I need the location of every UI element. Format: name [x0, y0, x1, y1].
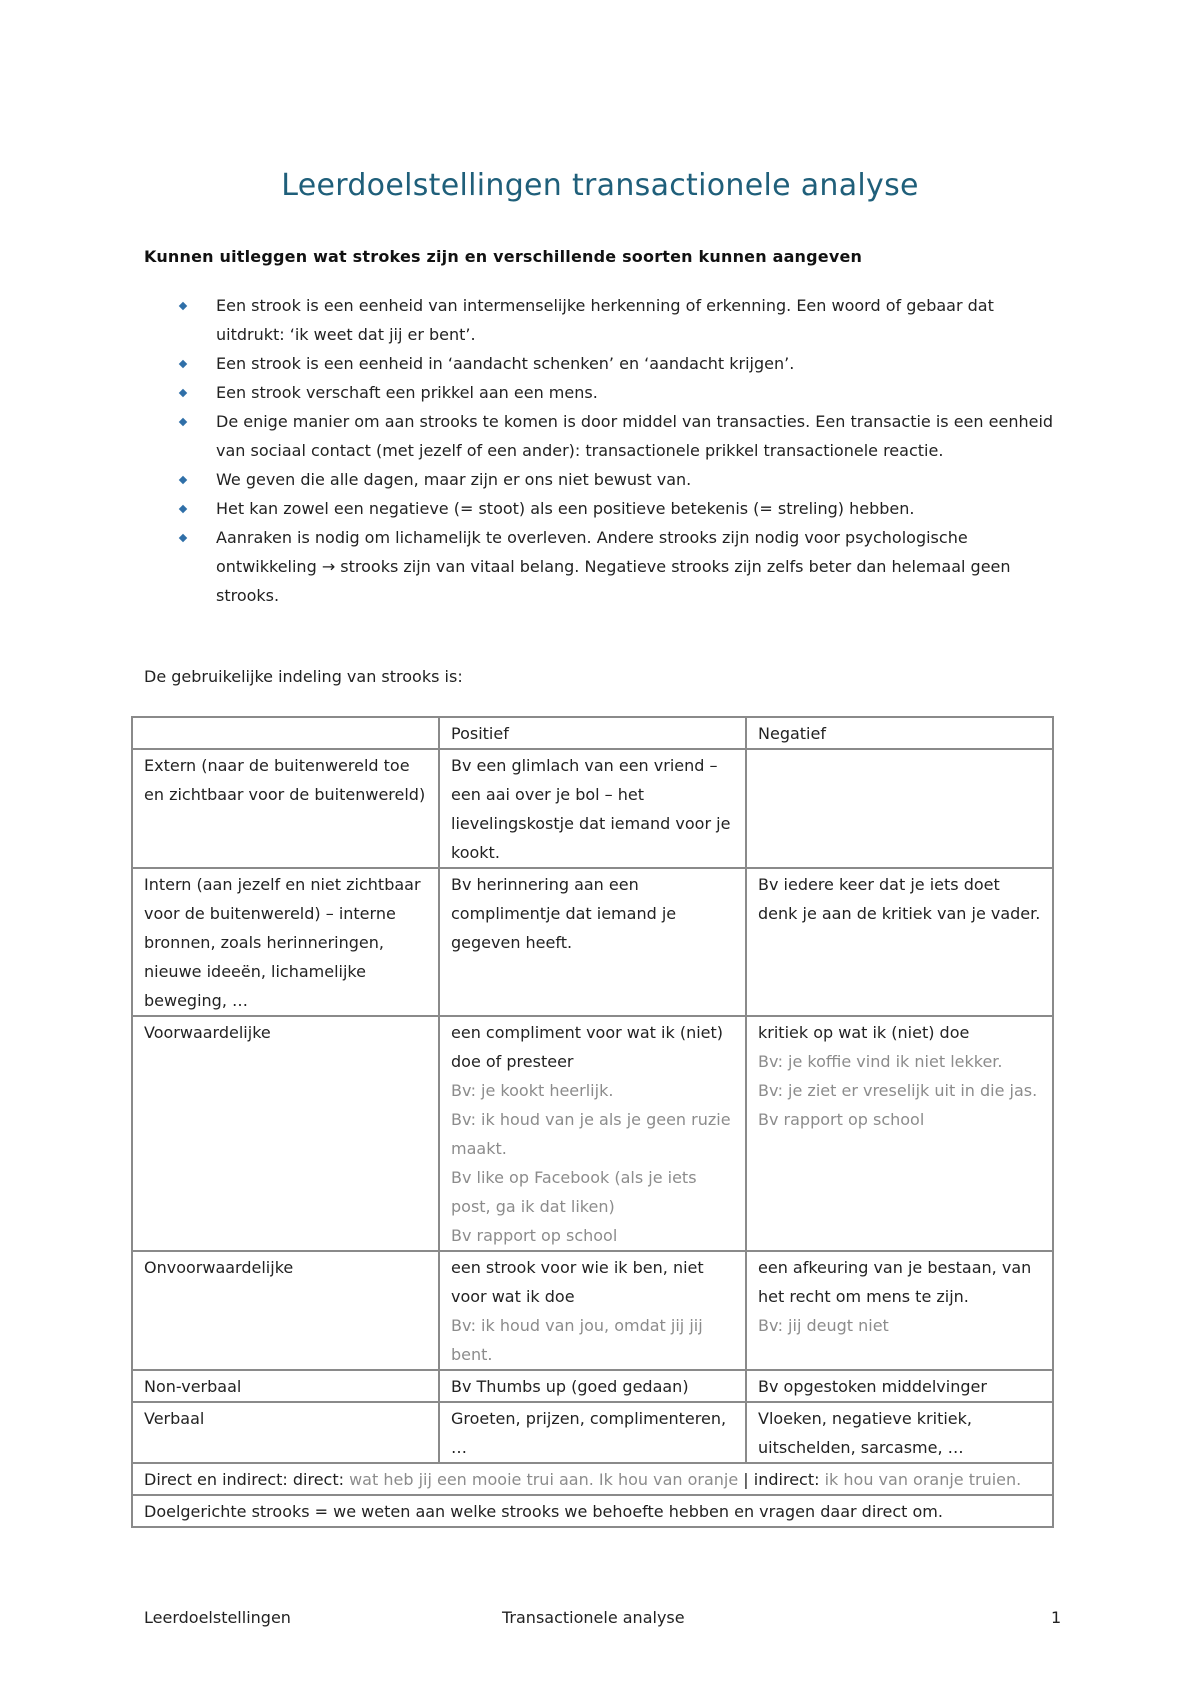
table-row [132, 1495, 1053, 1527]
list-item [144, 378, 1064, 407]
negative-cell [746, 1016, 1053, 1251]
negative-cell [746, 749, 1053, 868]
list-item [144, 465, 1064, 494]
direct-lead: Direct en indirect: direct: [144, 1470, 350, 1489]
list-item-text: Het kan zowel een negatieve (= stoot) als een positieve betekenis (= streling) hebben. [216, 499, 915, 518]
negative-cell: Bv opgestoken middelvinger [746, 1370, 1053, 1402]
negative-cell: Vloeken, negatieve kritiek, uitschelden, sarcasme, … [746, 1402, 1053, 1463]
direct-example: wat heb jij een mooie trui aan. Ik hou van oranje [349, 1470, 739, 1489]
page-title: Leerdoelstellingen transactionele analyse [281, 168, 919, 203]
positive-cell: Bv Thumbs up (goed gedaan) [439, 1370, 746, 1402]
bullet-list [144, 291, 1064, 610]
positive-cell: Groeten, prijzen, complimenteren, … [439, 1402, 746, 1463]
cell-main-text: een compliment voor wat ik (niet) doe of presteer [451, 1023, 724, 1071]
list-item [144, 407, 1064, 465]
list-item [144, 494, 1064, 523]
footer-left: Leerdoelstellingen [144, 1608, 291, 1627]
negative-cell [746, 1251, 1053, 1370]
bullet-icon [179, 476, 187, 484]
header-cell-positief: Positief [439, 717, 746, 749]
list-item-text: Een strook is een eenheid in ‘aandacht schenken’ en ‘aandacht krijgen’. [216, 354, 795, 373]
table-row [132, 868, 1053, 1016]
bullet-icon [179, 418, 187, 426]
positive-cell: Bv herinnering aan een complimentje dat iemand je gegeven heeft. [439, 868, 746, 1016]
cell-example: Bv rapport op school [451, 1226, 618, 1245]
bullet-icon [179, 360, 187, 368]
list-item [144, 349, 1064, 378]
cell-example: Bv: je kookt heerlijk. [451, 1081, 614, 1100]
list-item [144, 523, 1064, 610]
cell-main-text: kritiek op wat ik (niet) doe [758, 1023, 970, 1042]
list-item [144, 291, 1064, 349]
section-heading: Kunnen uitleggen wat strokes zijn en verschillende soorten kunnen aangeven [144, 247, 863, 266]
indirect-example: ik hou van oranje truien. [824, 1470, 1022, 1489]
table-row [132, 1402, 1053, 1463]
table-row [132, 1370, 1053, 1402]
row-label: Voorwaardelijke [132, 1016, 439, 1251]
list-item-text: Een strook verschaft een prikkel aan een mens. [216, 383, 598, 402]
list-item-text: De enige manier om aan strooks te komen is door middel van transacties. Een transactie is een eenheid van sociaal contact (met jezelf of een ander): transactionele prikkel transactionele reactie. [216, 412, 1054, 460]
direct-indirect-cell [132, 1463, 1053, 1495]
row-label: Verbaal [132, 1402, 439, 1463]
list-item-text: Een strook is een eenheid van intermenselijke herkenning of erkenning. Een woord of gebaar dat uitdrukt: ‘ik weet dat jij er bent’. [216, 296, 994, 344]
cell-main-text: een strook voor wie ik ben, niet voor wat ik doe [451, 1258, 704, 1306]
page-number: 1 [1051, 1608, 1062, 1627]
table-row [132, 1251, 1053, 1370]
positive-cell [439, 1251, 746, 1370]
header-cell-negatief: Negatief [746, 717, 1053, 749]
cell-example: Bv rapport op school [758, 1110, 925, 1129]
list-item-text: We geven die alle dagen, maar zijn er ons niet bewust van. [216, 470, 692, 489]
table-row [132, 1016, 1053, 1251]
bullet-icon [179, 534, 187, 542]
cell-example: Bv: ik houd van je als je geen ruzie maakt. [451, 1110, 731, 1158]
row-label: Non-verbaal [132, 1370, 439, 1402]
row-label: Extern (naar de buitenwereld toe en zichtbaar voor de buitenwereld) [132, 749, 439, 868]
indirect-lead: | indirect: [738, 1470, 825, 1489]
table-row [132, 1463, 1053, 1495]
header-cell-empty [132, 717, 439, 749]
list-item-text: Aanraken is nodig om lichamelijk te overleven. Andere strooks zijn nodig voor psychologische ontwikkeling → strooks zijn van vitaal belang. Negatieve strooks zijn zelfs beter dan helemaal geen strooks. [216, 528, 1011, 605]
cell-example: Bv: je ziet er vreselijk uit in die jas. [758, 1081, 1038, 1100]
doelgericht-cell: Doelgerichte strooks = we weten aan welke strooks we behoefte hebben en vragen daar direct om. [132, 1495, 1053, 1527]
positive-cell: Bv een glimlach van een vriend – een aai over je bol – het lievelingskostje dat iemand voor je kookt. [439, 749, 746, 868]
table-row [132, 749, 1053, 868]
negative-cell: Bv iedere keer dat je iets doet denk je aan de kritiek van je vader. [746, 868, 1053, 1016]
bullet-icon [179, 505, 187, 513]
strooks-table [131, 716, 1054, 1528]
cell-example: Bv: ik houd van jou, omdat jij jij bent. [451, 1316, 703, 1364]
table-intro: De gebruikelijke indeling van strooks is: [144, 667, 463, 686]
cell-main-text: een afkeuring van je bestaan, van het recht om mens te zijn. [758, 1258, 1032, 1306]
row-label: Intern (aan jezelf en niet zichtbaar voor de buitenwereld) – interne bronnen, zoals herinneringen, nieuwe ideeën, lichamelijke beweging, … [132, 868, 439, 1016]
cell-example: Bv like op Facebook (als je iets post, ga ik dat liken) [451, 1168, 697, 1216]
positive-cell [439, 1016, 746, 1251]
row-label: Onvoorwaardelijke [132, 1251, 439, 1370]
bullet-icon [179, 302, 187, 310]
bullet-icon [179, 389, 187, 397]
footer-center: Transactionele analyse [502, 1608, 685, 1627]
table-header-row [132, 717, 1053, 749]
cell-example: Bv: je koffie vind ik niet lekker. [758, 1052, 1003, 1071]
cell-example: Bv: jij deugt niet [758, 1316, 889, 1335]
